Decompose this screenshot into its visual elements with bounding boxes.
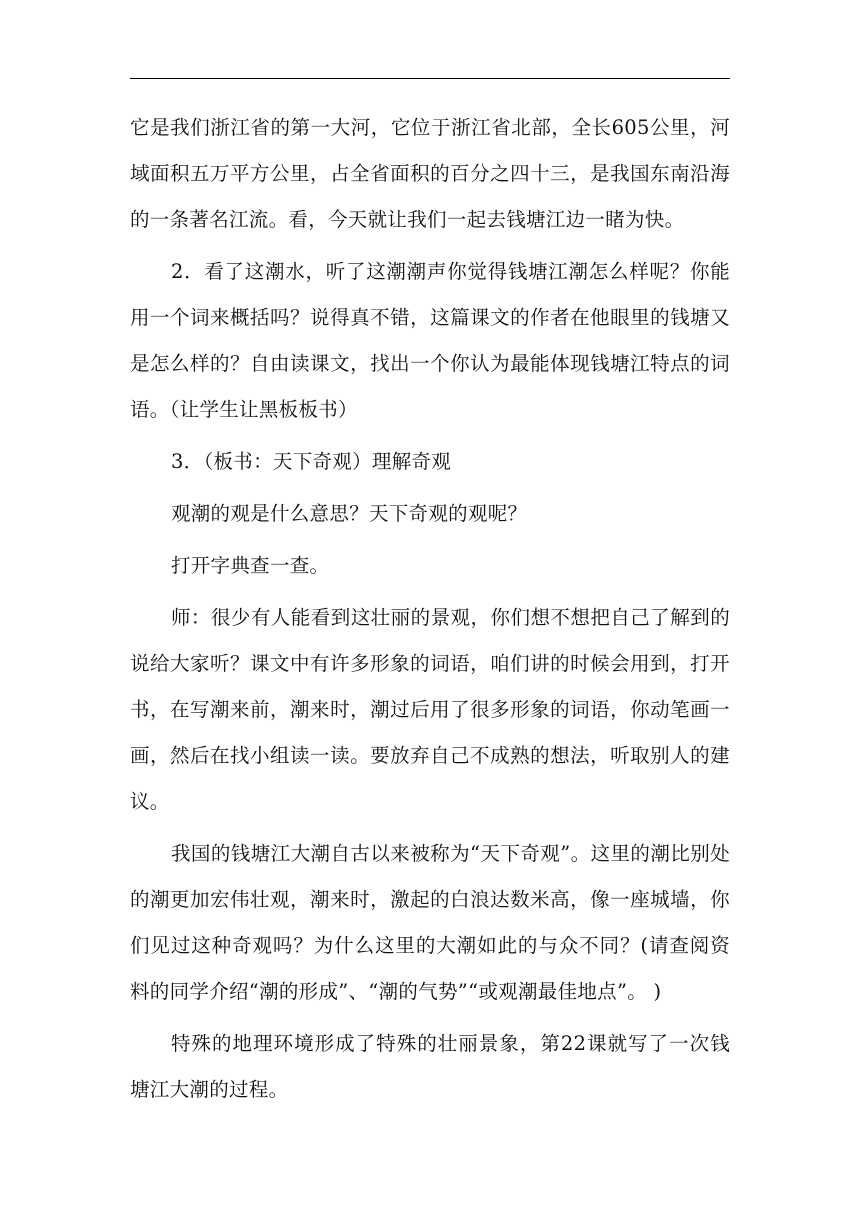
paragraph-teacher: 师：很少有人能看到这壮丽的景观，你们想不想把自己了解到的说给大家听？课文中有许多形象的词语，咱们讲的时候会用到，打开书，在写潮来前，潮来时，潮过后用了很多形象的词语，你动笔画一画，然后在找小组读一读。要放弃自己不成熟的想法，听取别人的建议。 — [130, 606, 730, 813]
header-rule — [130, 78, 730, 79]
paragraph-dictionary: 打开字典查一查。 — [170, 554, 330, 577]
paragraph-question-3: 3．（板书：天下奇观）理解奇观 — [170, 450, 452, 473]
paragraph-question-2: 2．看了这潮水，听了这潮潮声你觉得钱塘江潮怎么样呢？你能用一个词来概括吗？说得真不错，这篇课文的作者在他眼里的钱塘又是怎么样的？自由读课文，找出一个你认为最能体现钱塘江特点的词语。（让学生让黑板板书） — [130, 260, 730, 421]
document-body — [130, 105, 730, 1119]
paragraph-meaning: 观潮的观是什么意思？天下奇观的观呢？ — [170, 502, 528, 525]
paragraph-lesson-22: 特殊的地理环境形成了特殊的壮丽景象，第22课就写了一次钱塘江大潮的过程。 — [130, 1032, 730, 1101]
paragraph-intro: 它是我们浙江省的第一大河，它位于浙江省北部，全长605公里，河域面积五万平方公里，占全省面积的百分之四十三，是我国东南沿海的一条著名江流。看，今天就让我们一起去钱塘江边一睹为快。 — [130, 116, 730, 231]
paragraph-wonder: 我国的钱塘江大潮自古以来被称为“天下奇观”。这里的潮比别处的潮更加宏伟壮观，潮来时，激起的白浪达数米高，像一座城墙，你们见过这种奇观吗？为什么这里的大潮如此的与众不同？(请查阅资料的同学介绍“潮的形成”、“潮的气势”“或观潮最佳地点”。 ) — [130, 842, 730, 1003]
